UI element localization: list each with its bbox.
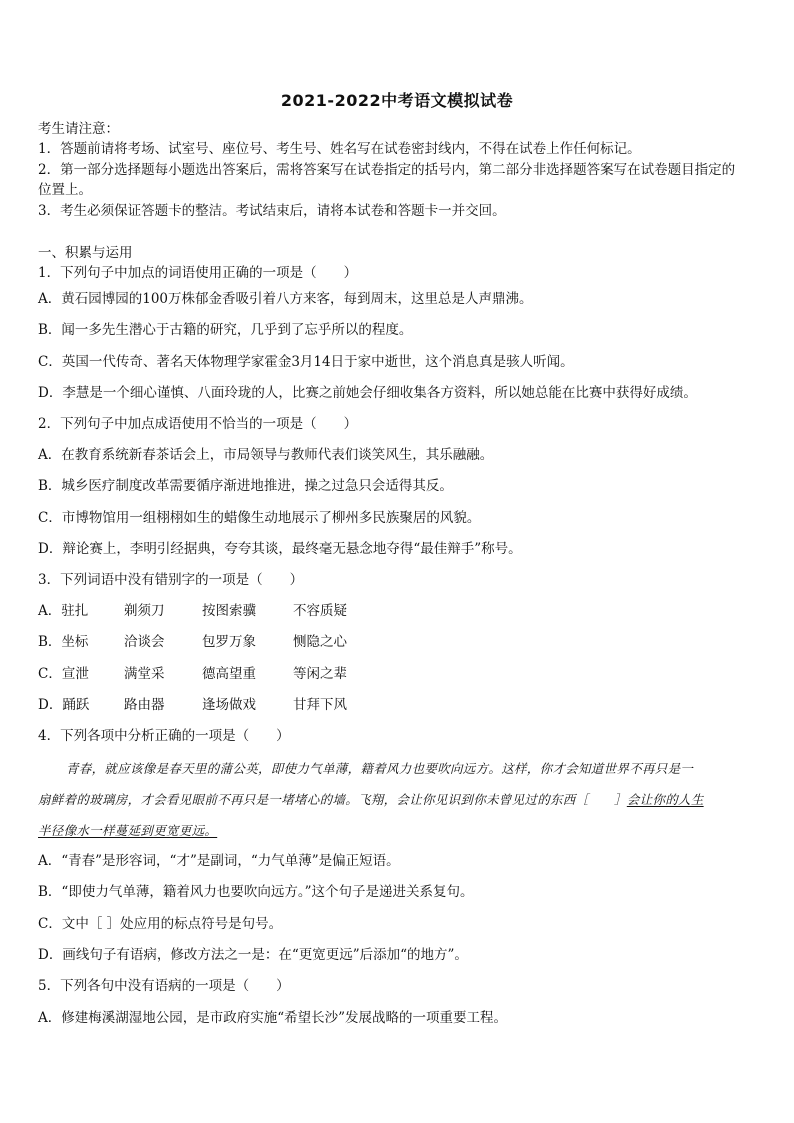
q3-d-1: D．踊跃 <box>38 697 90 713</box>
q3-a-3: 按图索骥 <box>202 603 256 619</box>
q3-b-4: 恻隐之心 <box>293 634 347 650</box>
notice-item-3: 3．考生必须保证答题卡的整洁。考试结束后，请将本试卷和答题卡一并交回。 <box>38 203 506 219</box>
q3-c-4: 等闲之辈 <box>293 666 347 682</box>
q3-d-4: 甘拜下风 <box>293 697 347 713</box>
q5-stem: 5．下列各句中没有语病的一项是（ ） <box>38 978 290 994</box>
notice-item-2-cont: 位置上。 <box>38 182 92 198</box>
q3-a-2: 剃须刀 <box>124 603 165 619</box>
q3-b-2: 洽谈会 <box>124 634 165 650</box>
q5-option-a: A．修建梅溪湖湿地公园，是市政府实施“希望长沙”发展战略的一项重要工程。 <box>38 1010 508 1026</box>
q4-stem: 4．下列各项中分析正确的一项是（ ） <box>38 728 290 744</box>
notice-item-2: 2．第一部分选择题每小题选出答案后，需将答案写在试卷指定的括号内，第二部分非选择题答案写在试卷题目指定的 <box>38 162 736 178</box>
q2-option-c: C．市博物馆用一组栩栩如生的蜡像生动地展示了柳州多民族聚居的风貌。 <box>38 510 481 526</box>
q2-option-b: B．城乡医疗制度改革需要循序渐进地推进，操之过急只会适得其反。 <box>38 478 453 494</box>
q3-a-4: 不容质疑 <box>293 603 347 619</box>
page-title: 2021-2022中考语文模拟试卷 <box>280 91 514 110</box>
q4-passage-text: 扇鲜着的玻璃房，才会看见眼前不再只是一堵堵心的墙。飞翔，会让你见识到你未曾见过的东西［ ］ <box>38 792 627 807</box>
q4-option-c: C．文中［ ］处应用的标点符号是句号。 <box>38 916 283 932</box>
q1-option-d: D．李慧是一个细心谨慎、八面玲珑的人，比赛之前她会仔细收集各方资料，所以她总能在比赛中获得好成绩。 <box>38 385 697 401</box>
q4-option-a: A．“青春”是形容词，“才”是副词，“力气单薄”是偏正短语。 <box>38 853 400 869</box>
q4-passage-line-1: 青春，就应该像是春天里的蒲公英，即使力气单薄，籍着风力也要吹向远方。这样，你才会知道世界不再只是一 <box>66 761 694 776</box>
q2-option-a: A．在教育系统新春茶话会上，市局领导与教师代表们谈笑风生，其乐融融。 <box>38 447 494 463</box>
q4-option-b: B．“即使力气单薄，籍着风力也要吹向远方。”这个句子是递进关系复句。 <box>38 884 474 900</box>
q3-b-3: 包罗万象 <box>202 634 256 650</box>
q3-c-2: 满堂采 <box>124 666 165 682</box>
q4-underlined-sentence-part-1: 会让你的人生 <box>626 792 704 807</box>
section-heading: 一、积累与运用 <box>38 245 133 261</box>
q3-d-2: 路由器 <box>124 697 165 713</box>
q2-option-d: D．辩论赛上，李明引经据典，夸夸其谈，最终毫无悬念地夺得“最佳辩手”称号。 <box>38 541 522 557</box>
q4-underlined-sentence-part-2: 半径像水一样蔓延到更宽更远。 <box>38 823 218 838</box>
q3-d-3: 逢场做戏 <box>202 697 256 713</box>
q4-option-d: D．画线句子有语病，修改方法之一是：在“更宽更远”后添加“的地方”。 <box>38 947 468 963</box>
q1-option-c: C．英国一代传奇、著名天体物理学家霍金3月14日于家中逝世，这个消息真是骇人听闻。 <box>38 354 574 370</box>
q1-option-b: B．闻一多先生潜心于古籍的研究，几乎到了忘乎所以的程度。 <box>38 322 413 338</box>
q3-c-1: C．宣泄 <box>38 666 89 682</box>
notice-item-1: 1．答题前请将考场、试室号、座位号、考生号、姓名写在试卷密封线内，不得在试卷上作任何标记。 <box>38 141 641 157</box>
q1-option-a: A．黄石园博园的100万株郁金香吸引着八方来客，每到周末，这里总是人声鼎沸。 <box>38 291 533 307</box>
q3-stem: 3．下列词语中没有错别字的一项是（ ） <box>38 572 304 588</box>
notice-heading: 考生请注意： <box>38 121 119 137</box>
q2-stem: 2．下列句子中加点成语使用不恰当的一项是（ ） <box>38 416 358 432</box>
q3-b-1: B．坐标 <box>38 634 89 650</box>
q3-a-1: A．驻扎 <box>38 603 89 619</box>
q3-c-3: 德高望重 <box>202 666 256 682</box>
q1-stem: 1．下列句子中加点的词语使用正确的一项是（ ） <box>38 265 358 281</box>
q4-passage-line-2 <box>38 791 704 809</box>
